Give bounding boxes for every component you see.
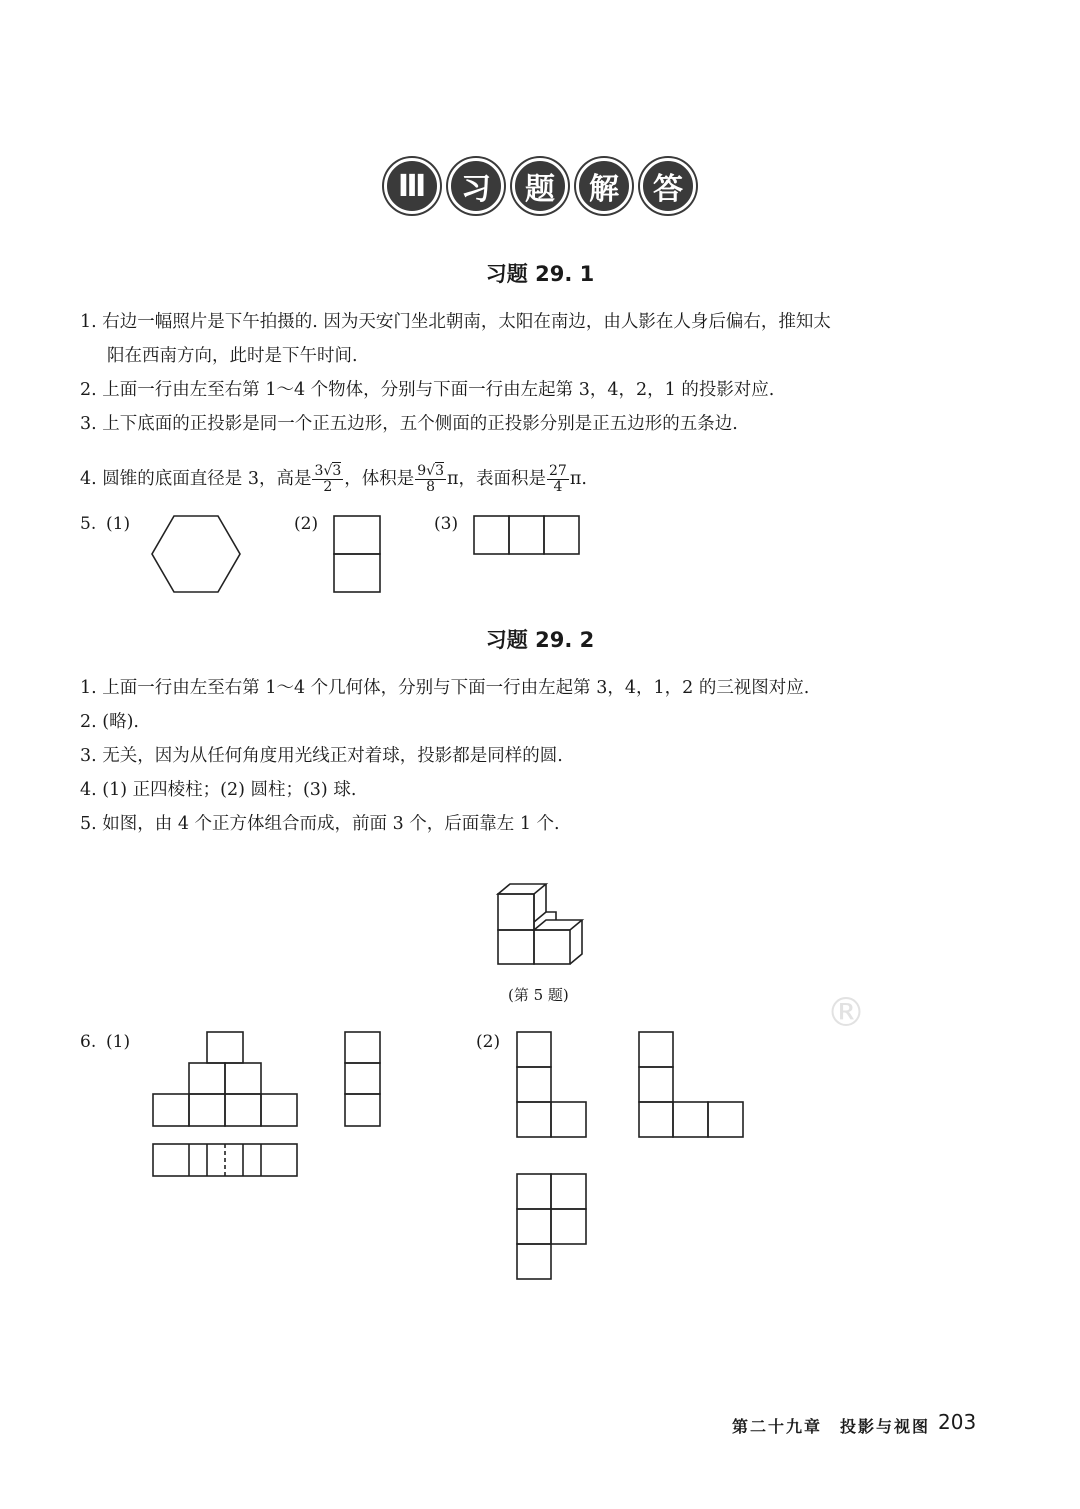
section-title-29-1: 习题 29. 1 — [485, 262, 595, 286]
footer-chapter: 第二十九章 投影与视图 — [732, 1417, 931, 1436]
page-number: 203 — [938, 1410, 977, 1434]
answer-5-label: 5. — [80, 514, 97, 534]
fraction-denominator: 2 — [323, 479, 333, 495]
answer-1-line-2: 阳在西南方向，此时是下午时间. — [107, 346, 358, 366]
title-badge: 题 — [512, 158, 568, 214]
volume-fraction: $\frac{9√3}{8}$ — [417, 463, 444, 495]
answer-5-sub-1: (1) — [106, 514, 131, 534]
answer-6-label: 6. — [80, 1032, 97, 1052]
answer-6-sub-1: (1) — [106, 1032, 131, 1052]
answer-6-sub-2: (2) — [476, 1032, 501, 1052]
answer-4-text: π. — [569, 469, 587, 489]
answer-2-4: 4. (1) 正四棱柱；(2) 圆柱；(3) 球. — [80, 780, 357, 800]
answer-2-3: 3. 无关，因为从任何角度用光线正对着球，投影都是同样的圆. — [80, 746, 563, 766]
answer-4-text: 4. 圆锥的底面直径是 3，高是 — [80, 469, 312, 489]
fraction-denominator: 4 — [553, 479, 563, 495]
answer-5-sub-2: (2) — [294, 514, 319, 534]
figure-caption: (第 5 题) — [508, 986, 569, 1004]
fraction-coef: 3 — [314, 463, 324, 479]
l-shape-side-view — [639, 1032, 743, 1137]
answer-3: 3. 上下底面的正投影是同一个正五边形，五个侧面的正投影分别是正五边形的五条边. — [80, 414, 738, 434]
title-badge: Ⅲ — [384, 158, 440, 214]
section-title-29-2: 习题 29. 2 — [485, 628, 595, 652]
l-shape-front-view — [517, 1032, 586, 1137]
fraction-numerator: 27 — [549, 463, 567, 479]
stacked-squares-figure — [334, 516, 380, 592]
answer-4-text: π，表面积是 — [447, 469, 547, 489]
title-badge: 习 — [448, 158, 504, 214]
cube-assembly-figure — [498, 884, 582, 964]
answer-2-1: 1. 上面一行由左至右第 1～4 个几何体，分别与下面一行由左起第 3，4，1，2 的三视图对应. — [80, 678, 810, 698]
pyramid-front-view — [153, 1032, 297, 1126]
fraction-radicand: 3 — [435, 463, 444, 479]
fraction-radicand: 3 — [332, 463, 342, 479]
answer-2: 2. 上面一行由左至右第 1～4 个物体，分别与下面一行由左起第 3，4，2，1 的投影对应. — [80, 380, 775, 400]
pyramid-side-view — [345, 1032, 380, 1126]
fraction-denominator: 8 — [426, 479, 436, 495]
answer-2-5: 5. 如图，由 4 个正方体组合而成，前面 3 个，后面靠左 1 个. — [80, 814, 560, 834]
answer-1-line-1: 1. 右边一幅照片是下午拍摄的. 因为天安门坐北朝南，太阳在南边，由人影在人身后偏右，推知太 — [80, 312, 831, 332]
title-badge: 答 — [640, 158, 696, 214]
title-badge: 解 — [576, 158, 632, 214]
answer-2-2: 2. (略). — [80, 712, 139, 732]
height-fraction: $\frac{3√3}{2}$ — [314, 463, 342, 495]
answer-4-text: ，体积是 — [344, 469, 415, 489]
pyramid-top-view — [153, 1144, 297, 1176]
hexagon-figure — [152, 516, 240, 592]
watermark-registered-icon: ® — [826, 990, 866, 1036]
fraction-coef: 9 — [417, 463, 427, 479]
row-squares-figure — [474, 516, 579, 554]
answer-5-sub-3: (3) — [434, 514, 459, 534]
l-shape-top-view — [517, 1174, 586, 1279]
